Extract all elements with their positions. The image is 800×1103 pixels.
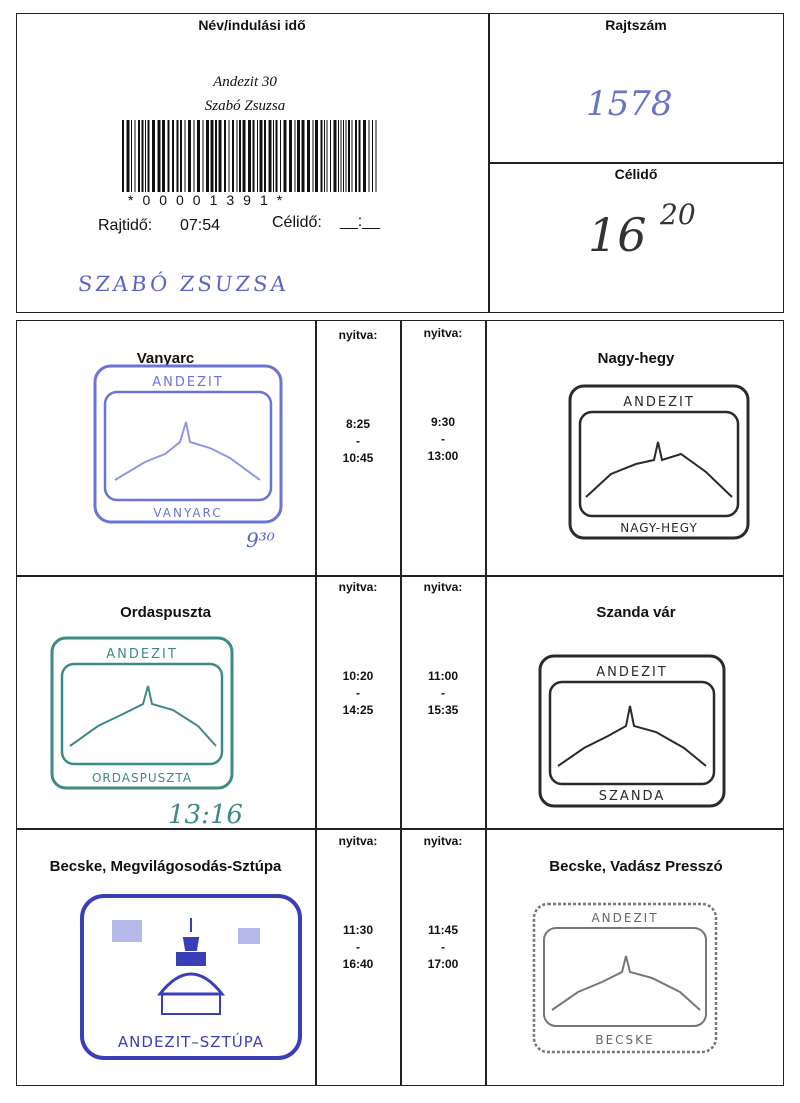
open-hours-becske-sztupa (318, 922, 398, 973)
stamp-top-text: ANDEZIT (596, 665, 668, 680)
barcode-bar (248, 120, 251, 192)
open-to: 17:00 (427, 957, 459, 971)
open-label: nyitva: (338, 328, 378, 342)
barcode-bar (232, 120, 234, 192)
stamp-top-text: ANDEZIT (152, 375, 224, 390)
barcode-bar (341, 120, 342, 192)
barcode-bar (363, 120, 366, 192)
row-divider-1 (16, 575, 784, 577)
finish-label: Célidő: (272, 214, 322, 231)
open-hours-nagy-hegy (403, 414, 483, 465)
barcode-bar (206, 120, 209, 192)
stamp-ordaspuszta (48, 634, 236, 792)
barcode-bar (295, 120, 296, 192)
stamp-bottom-text: ANDEZIT–SZTÚPA (117, 1033, 265, 1051)
barcode-bar (180, 120, 182, 192)
barcode-bar (264, 120, 266, 192)
barcode-bar (237, 120, 238, 192)
barcode-bar (348, 120, 350, 192)
open-hours-becske-vadasz (403, 922, 483, 973)
barcode-bar (321, 120, 323, 192)
barcode-bar (280, 120, 281, 192)
barcode-bar (203, 120, 204, 192)
barcode-bar (122, 120, 124, 192)
barcode-bar (355, 120, 357, 192)
barcode-bar (289, 120, 292, 192)
barcode-bar (215, 120, 217, 192)
bib-label: Rajtszám (605, 17, 667, 33)
stamp-bottom-text: BECSKE (595, 1033, 655, 1047)
finish-blank: __:__ (340, 213, 381, 230)
bib-number: 1578 (586, 84, 673, 124)
start-time: 07:54 (180, 217, 221, 234)
barcode-bar (219, 120, 222, 192)
barcode-bar (131, 120, 132, 192)
stamp-becske (530, 900, 720, 1056)
barcode-bar (273, 120, 274, 192)
open-from: 11:45 (427, 923, 459, 937)
checkpoint-name-ordaspuszta: Ordaspuszta (120, 604, 211, 621)
barcode-bar (229, 120, 230, 192)
open-dash: - (441, 432, 445, 446)
finish-time-minutes: 20 (660, 198, 696, 231)
barcode (120, 120, 382, 194)
barcode-bar (313, 120, 314, 192)
stamp-vanyarc (90, 362, 286, 528)
col-divider-3 (485, 320, 487, 1086)
barcode-bar (302, 120, 305, 192)
barcode-text: *00001391* (128, 192, 292, 208)
barcode-bar (188, 120, 191, 192)
col-divider-1 (315, 320, 317, 1086)
barcode-bar (168, 120, 170, 192)
stamp-top-text: ANDEZIT (591, 911, 659, 925)
barcode-bar (276, 120, 278, 192)
barcode-bar (243, 120, 246, 192)
barcode-bar (372, 120, 373, 192)
barcode-bar (324, 120, 325, 192)
name-time-label: Név/indulási idő (198, 17, 306, 33)
open-label: nyitva: (423, 326, 463, 340)
barcode-bar (172, 120, 174, 192)
header-right-divider (488, 162, 784, 164)
row-divider-2 (16, 828, 784, 830)
route-name: Andezit 30 (213, 74, 277, 90)
stamp-bottom-text: SZANDA (598, 789, 666, 804)
checkpoint-name-becske-sztupa: Becske, Megvilágosodás-Sztúpa (49, 858, 282, 875)
open-dash: - (356, 434, 360, 448)
open-to: 10:45 (342, 451, 374, 465)
barcode-bar (343, 120, 344, 192)
checkpoint-name-nagy-hegy: Nagy-hegy (597, 350, 675, 367)
stamp-sztupa (78, 892, 304, 1062)
barcode-bar (338, 120, 339, 192)
barcode-bar (352, 120, 353, 192)
handwritten-time-vanyarc: 9³⁰ (246, 528, 275, 552)
signature: SZABÓ ZSUZSA (76, 272, 290, 296)
open-dash: - (356, 940, 360, 954)
open-label: nyitva: (423, 580, 463, 594)
start-label: Rajtidő: (98, 217, 153, 234)
open-dash: - (441, 940, 445, 954)
open-from: 8:25 (345, 417, 371, 431)
stamp-top-text: ANDEZIT (106, 647, 178, 662)
stamp-top-text: ANDEZIT (623, 395, 695, 410)
stamp-bottom-text: ORDASPUSZTA (91, 771, 193, 785)
finish-time-label: Célidő (614, 166, 658, 182)
open-label: nyitva: (338, 580, 378, 594)
checkpoint-name-szanda: Szanda vár (596, 604, 676, 621)
barcode-bar (142, 120, 144, 192)
barcode-bar (135, 120, 136, 192)
barcode-bar (253, 120, 255, 192)
open-from: 11:30 (342, 923, 374, 937)
barcode-bar (257, 120, 258, 192)
barcode-bar (127, 120, 130, 192)
barcode-bar (376, 120, 377, 192)
stamp-bottom-text: VANYARC (153, 506, 223, 520)
barcode-bar (334, 120, 337, 192)
barcode-bar (346, 120, 347, 192)
barcode-bar (197, 120, 200, 192)
barcode-bar (307, 120, 310, 192)
barcode-bar (260, 120, 263, 192)
open-hours-ordaspuszta (318, 668, 398, 719)
open-to: 13:00 (427, 449, 459, 463)
barcode-bar (284, 120, 287, 192)
open-dash: - (356, 686, 360, 700)
open-label: nyitva: (338, 834, 378, 848)
barcode-bar (211, 120, 214, 192)
open-to: 16:40 (342, 957, 374, 971)
open-to: 15:35 (427, 703, 459, 717)
barcode-bar (224, 120, 226, 192)
open-hours-szanda (403, 668, 483, 719)
handwritten-time-ordaspuszta: 13:16 (168, 800, 243, 830)
open-to: 14:25 (342, 703, 374, 717)
open-from: 10:20 (342, 669, 374, 683)
barcode-bar (239, 120, 241, 192)
open-from: 9:30 (430, 415, 456, 429)
barcode-bar (297, 120, 300, 192)
finish-time-hours: 16 (588, 208, 647, 262)
stamp-nagy-hegy (566, 382, 752, 542)
open-hours-vanyarc (318, 416, 398, 467)
barcode-bar (185, 120, 186, 192)
barcode-bar (327, 120, 328, 192)
barcode-bar (145, 120, 146, 192)
barcode-bar (369, 120, 370, 192)
open-from: 11:00 (427, 669, 459, 683)
barcode-bar (269, 120, 272, 192)
participant-name: Szabó Zsuzsa (204, 98, 286, 114)
open-dash: - (441, 686, 445, 700)
barcode-bar (177, 120, 179, 192)
barcode-bar (330, 120, 331, 192)
barcode-bar (152, 120, 155, 192)
open-label: nyitva: (423, 834, 463, 848)
barcode-bar (194, 120, 195, 192)
barcode-bar (315, 120, 318, 192)
barcode-bar (162, 120, 165, 192)
barcode-bar (148, 120, 150, 192)
col-divider-2 (400, 320, 402, 1086)
checkpoint-name-becske-vadasz: Becske, Vadász Presszó (549, 858, 723, 875)
barcode-bar (138, 120, 140, 192)
barcode-bar (158, 120, 161, 192)
stamp-bottom-text: NAGY-HEGY (620, 521, 698, 535)
checkpoint-name-vanyarc: Vanyarc (136, 350, 195, 367)
stamp-szanda (536, 652, 728, 810)
barcode-bar (359, 120, 361, 192)
